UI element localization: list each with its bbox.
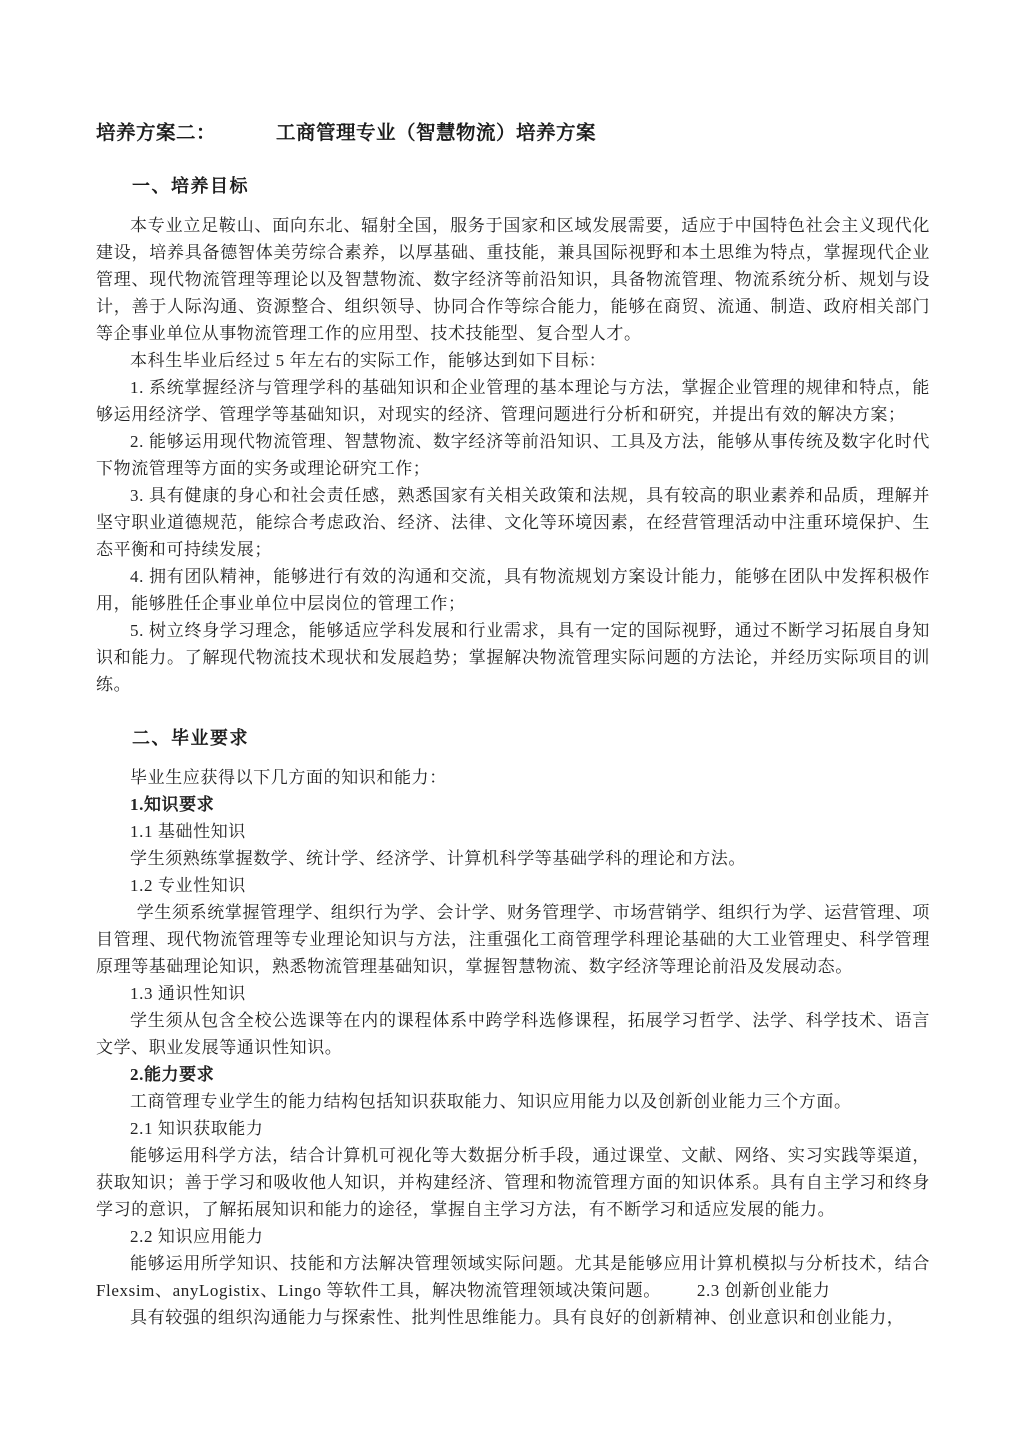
goal-item-4: 4. 拥有团队精神，能够进行有效的沟通和交流，具有物流规划方案设计能力，能够在团队中发挥积极作用，能够胜任企事业单位中层岗位的管理工作； (96, 567, 930, 613)
knowledge-1-2-text: 学生须系统掌握管理学、组织行为学、会计学、财务管理学、市场营销学、组织行为学、运营管理、项目管理、现代物流管理等专业理论知识与方法，注重强化工商管理学科理论基础的大工业管理史、科学管理原理等基础理论知识，熟悉物流管理基础知识，掌握智慧物流、数字经济等理论前沿及发展动态。 (96, 903, 930, 976)
knowledge-1-3-text: 学生须从包含全校公选课等在内的课程体系中跨学科选修课程，拓展学习哲学、法学、科学技术、语言文学、职业发展等通识性知识。 (96, 1011, 930, 1057)
document-title (96, 120, 930, 146)
ability-2-3-inline-heading: 2.3 创新创业能力 (696, 1281, 831, 1300)
section-2-heading: 二、毕业要求 (132, 728, 249, 748)
goal-item-2: 2. 能够运用现代物流管理、智慧物流、数字经济等前沿知识、工具及方法，能够从事传统及数字化时代下物流管理等方面的实务或理论研究工作； (96, 432, 930, 478)
knowledge-1-3-heading: 1.3 通识性知识 (130, 984, 246, 1003)
title-main: 工商管理专业（智慧物流）培养方案 (276, 122, 597, 144)
goal-item-3: 3. 具有健康的身心和社会责任感，熟悉国家有关相关政策和法规，具有较高的职业素养和品质，理解并坚守职业道德规范，能综合考虑政治、经济、法律、文化等环境因素，在经营管理活动中注重环境保护、生态平衡和可持续发展； (96, 486, 930, 559)
ability-2-1-text: 能够运用科学方法，结合计算机可视化等大数据分析手段，通过课堂、文献、网络、实习实践等渠道，获取知识；善于学习和吸收他人知识，并构建经济、管理和物流管理方面的知识体系。具有自主学习和终身学习的意识，了解拓展知识和能力的途径，掌握自主学习方法，有不断学习和适应发展的能力。 (96, 1146, 930, 1219)
requirements-intro-line: 毕业生应获得以下几方面的知识和能力： (130, 768, 447, 787)
knowledge-requirements-heading: 1.知识要求 (130, 795, 215, 814)
knowledge-1-2-heading: 1.2 专业性知识 (130, 876, 246, 895)
ability-2-2-heading: 2.2 知识应用能力 (130, 1227, 264, 1246)
ability-intro-line: 工商管理专业学生的能力结构包括知识获取能力、知识应用能力以及创新创业能力三个方面。 (130, 1092, 852, 1111)
section-1-heading: 一、培养目标 (132, 176, 249, 196)
title-label: 培养方案二： (96, 122, 217, 144)
ability-2-2-body: 能够运用所学知识、技能和方法解决管理领域实际问题。尤其是能够应用计算机模拟与分析技术，结合 Flexsim、anyLogistix、Lingo 等软件工具，解决物流管理领域决策问题。 (96, 1254, 930, 1300)
ability-2-1-heading: 2.1 知识获取能力 (130, 1119, 264, 1138)
ability-2-3-text: 具有较强的组织沟通能力与探索性、批判性思维能力。具有良好的创新精神、创业意识和创业能力， (130, 1308, 905, 1327)
objectives-intro-paragraph: 本专业立足鞍山、面向东北、辐射全国，服务于国家和区域发展需要，适应于中国特色社会主义现代化建设，培养具备德智体美劳综合素养，以厚基础、重技能，兼具国际视野和本土思维为特点，掌握现代企业管理、现代物流管理等理论以及智慧物流、数字经济等前沿知识，具备物流管理、物流系统分析、规划与设计，善于人际沟通、资源整合、组织领导、协同合作等综合能力，能够在商贸、流通、制造、政府相关部门等企事业单位从事物流管理工作的应用型、技术技能型、复合型人才。 (96, 216, 930, 343)
ability-2-2-text (96, 1250, 930, 1304)
knowledge-1-1-text: 学生须熟练掌握数学、统计学、经济学、计算机科学等基础学科的理论和方法。 (130, 849, 746, 868)
goal-item-5: 5. 树立终身学习理念，能够适应学科发展和行业需求，具有一定的国际视野，通过不断学习拓展自身知识和能力。了解现代物流技术现状和发展趋势；掌握解决物流管理实际问题的方法论，并经历实际项目的训练。 (96, 621, 930, 694)
knowledge-1-1-heading: 1.1 基础性知识 (130, 822, 246, 841)
ability-requirements-heading: 2.能力要求 (130, 1065, 215, 1084)
objectives-lead-line: 本科生毕业后经过 5 年左右的实际工作，能够达到如下目标： (130, 351, 607, 370)
goal-item-1: 1. 系统掌握经济与管理学科的基础知识和企业管理的基本理论与方法，掌握企业管理的规律和特点，能够运用经济学、管理学等基础知识，对现实的经济、管理问题进行分析和研究，并提出有效的解决方案； (96, 378, 930, 424)
